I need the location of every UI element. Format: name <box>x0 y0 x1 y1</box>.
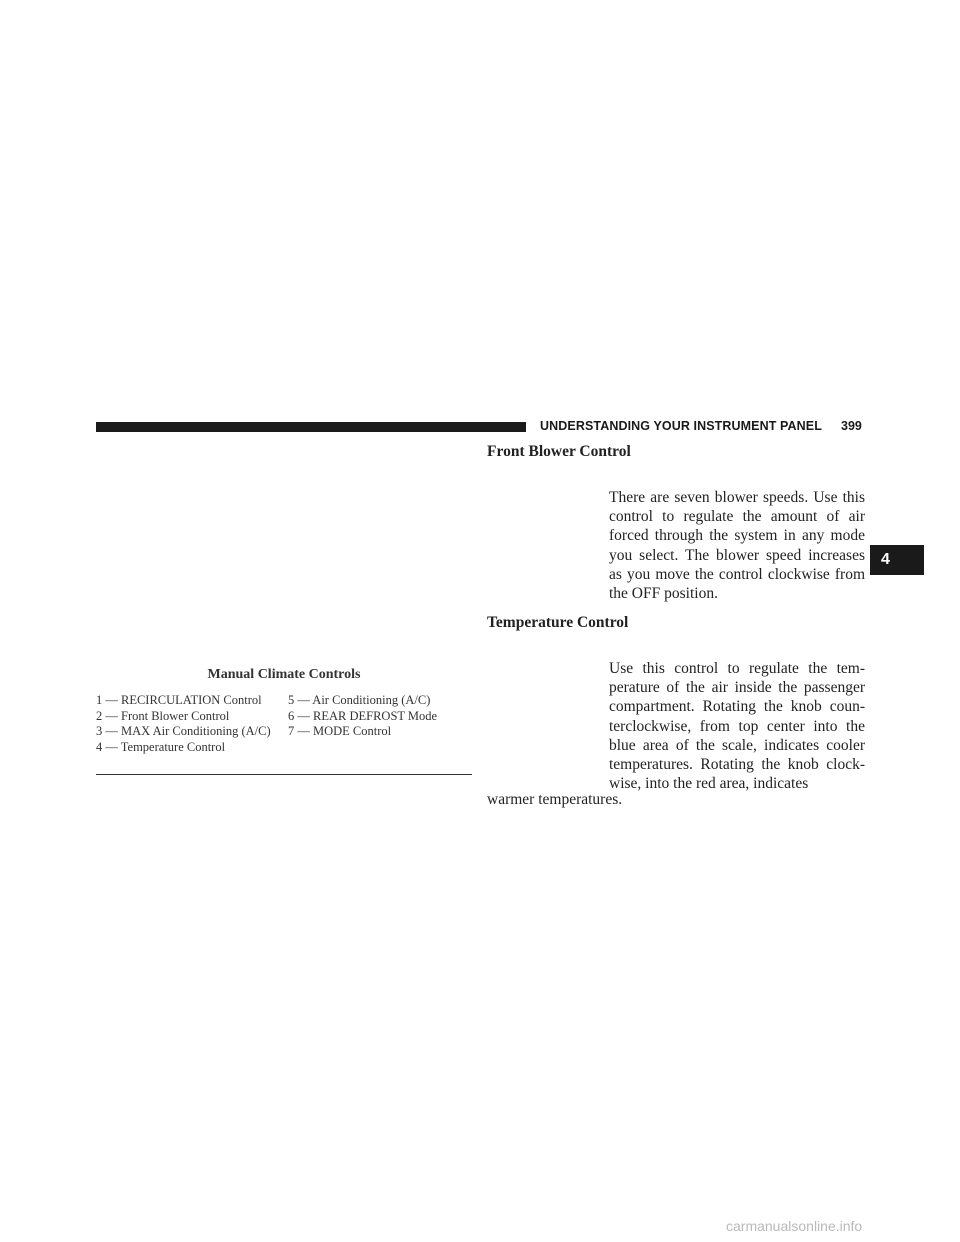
chapter-tab <box>870 545 924 575</box>
section-body-front-blower: There are seven blower speeds. Use this control to regulate the amount of air forced through the system in any mode you select. The blower speed increases as you move the control clockwise from the OFF position. <box>609 489 865 603</box>
chapter-tab-number: 4 <box>881 551 890 568</box>
legend-item: 1 — RECIRCULATION Control <box>96 693 262 707</box>
section-body-temperature: Use this control to regulate the tem-perature of the air inside the passenger compartment. Rotating the knob coun-terclockwise, from top center into the blue area of the scale, indicates cooler temperatures. Rotating the knob clock-wise, into the red area, indicates <box>609 660 865 793</box>
figure-caption-title: Manual Climate Controls <box>207 667 361 682</box>
legend-item: 4 — Temperature Control <box>96 739 226 754</box>
page-number: 399 <box>841 419 862 433</box>
legend-column-1 <box>96 693 286 755</box>
running-header-title: UNDERSTANDING YOUR INSTRUMENT PANEL <box>540 419 822 433</box>
legend-item: 6 — REAR DEFROST Mode <box>288 708 438 723</box>
legend-divider <box>96 774 472 775</box>
section-heading-front-blower: Front Blower Control <box>487 443 631 460</box>
legend-item: 5 — Air Conditioning (A/C) <box>288 693 431 707</box>
watermark: carmanualsonline.info <box>726 1218 863 1234</box>
legend-column-2 <box>288 693 478 740</box>
legend-item: 2 — Front Blower Control <box>96 708 230 723</box>
header-bar <box>96 422 526 432</box>
legend-item: 7 — MODE Control <box>288 724 392 738</box>
section-heading-temperature: Temperature Control <box>487 614 629 631</box>
section-body-temperature-continued: warmer temperatures. <box>487 791 623 808</box>
legend-item: 3 — MAX Air Conditioning (A/C) <box>96 724 271 738</box>
